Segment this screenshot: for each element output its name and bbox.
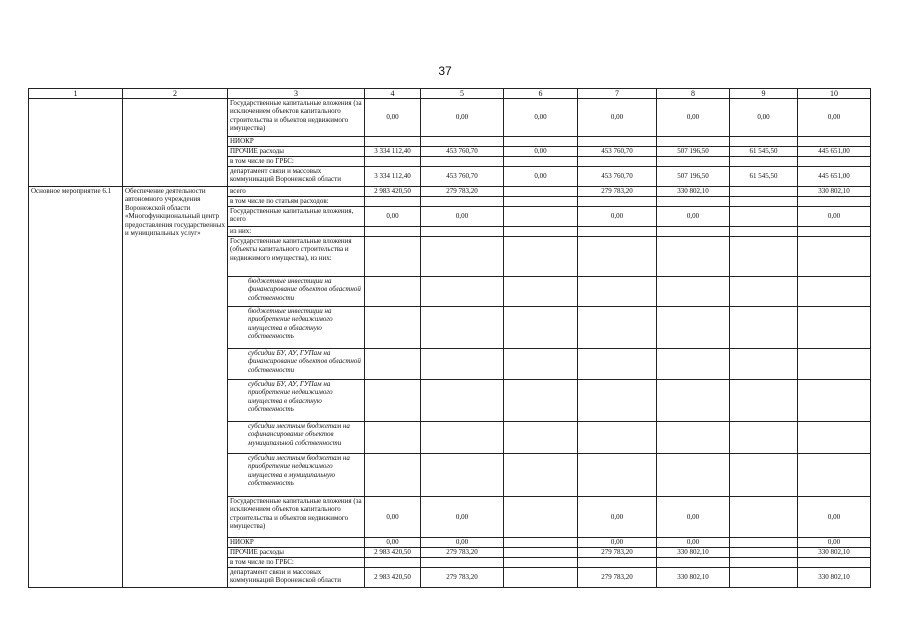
- value-cell: 0,00: [421, 538, 504, 548]
- value-cell: 330 802,10: [798, 548, 871, 558]
- value-cell: 0,00: [365, 538, 421, 548]
- row-label: субсидии местным бюджетам на приобретение недвижимого имущества в муниципальную собственность: [228, 454, 365, 497]
- value-cell: 507 196,50: [657, 147, 730, 157]
- value-cell: [504, 237, 578, 277]
- value-cell: [504, 207, 578, 227]
- value-cell: 0,00: [365, 99, 421, 137]
- value-cell: [504, 277, 578, 307]
- value-cell: [798, 277, 871, 307]
- value-cell: [730, 227, 798, 237]
- value-cell: [657, 454, 730, 497]
- value-cell: [730, 207, 798, 227]
- value-cell: 279 783,20: [421, 187, 504, 197]
- value-cell: 279 783,20: [578, 187, 657, 197]
- value-cell: 279 783,20: [578, 548, 657, 558]
- value-cell: 0,00: [421, 207, 504, 227]
- value-cell: [730, 349, 798, 380]
- value-cell: [798, 558, 871, 568]
- value-cell: [504, 558, 578, 568]
- header-row: [29, 89, 871, 99]
- value-cell: 330 802,10: [657, 568, 730, 588]
- page-number: 37: [438, 64, 452, 78]
- column-header: 5: [421, 89, 504, 99]
- value-cell: 330 802,10: [657, 187, 730, 197]
- value-cell: [365, 157, 421, 167]
- value-cell: [578, 137, 657, 147]
- row-label: в том числе по статьям расходов:: [228, 197, 365, 207]
- value-cell: [578, 422, 657, 454]
- value-cell: [421, 277, 504, 307]
- measure-name-cell: [123, 99, 228, 187]
- value-cell: [657, 380, 730, 422]
- value-cell: [421, 454, 504, 497]
- row-label: департамент связи и массовых коммуникаций Воронежской области: [228, 568, 365, 588]
- value-cell: [657, 227, 730, 237]
- value-cell: 279 783,20: [421, 568, 504, 588]
- value-cell: [798, 137, 871, 147]
- row-label: бюджетные инвестиции на финансирование объектов областной собственности: [228, 277, 365, 307]
- value-cell: 453 760,70: [578, 167, 657, 187]
- value-cell: [657, 307, 730, 349]
- measure-name-cell: Обеспечение деятельности автономного учреждения Воронежской области «Многофункциональный центр предоставления государственных и муниципальных услуг»: [123, 187, 228, 588]
- value-cell: 0,00: [421, 99, 504, 137]
- value-cell: [365, 349, 421, 380]
- value-cell: [504, 454, 578, 497]
- value-cell: [578, 237, 657, 277]
- value-cell: 0,00: [504, 167, 578, 187]
- value-cell: [730, 497, 798, 538]
- value-cell: [730, 277, 798, 307]
- value-cell: 0,00: [578, 497, 657, 538]
- row-label: ПРОЧИЕ расходы: [228, 548, 365, 558]
- value-cell: [578, 307, 657, 349]
- value-cell: [365, 307, 421, 349]
- value-cell: 453 760,70: [421, 167, 504, 187]
- value-cell: [657, 558, 730, 568]
- value-cell: 453 760,70: [421, 147, 504, 157]
- row-label: бюджетные инвестиции на приобретение недвижимого имущества в областную собственность: [228, 307, 365, 349]
- value-cell: [365, 454, 421, 497]
- value-cell: 0,00: [578, 207, 657, 227]
- value-cell: [365, 197, 421, 207]
- value-cell: 0,00: [798, 207, 871, 227]
- value-cell: 330 802,10: [657, 548, 730, 558]
- value-cell: 0,00: [365, 207, 421, 227]
- value-cell: [504, 197, 578, 207]
- value-cell: [421, 422, 504, 454]
- column-header: 7: [578, 89, 657, 99]
- value-cell: 0,00: [578, 99, 657, 137]
- value-cell: [730, 307, 798, 349]
- value-cell: 3 334 112,40: [365, 147, 421, 157]
- value-cell: [504, 422, 578, 454]
- value-cell: 0,00: [504, 147, 578, 157]
- value-cell: [578, 197, 657, 207]
- value-cell: 445 651,00: [798, 147, 871, 157]
- value-cell: [730, 237, 798, 277]
- row-label: НИОКР: [228, 137, 365, 147]
- value-cell: [504, 548, 578, 558]
- value-cell: [730, 137, 798, 147]
- measure-cell: [29, 99, 123, 187]
- value-cell: [657, 349, 730, 380]
- column-header: 2: [123, 89, 228, 99]
- value-cell: 0,00: [578, 538, 657, 548]
- value-cell: [421, 307, 504, 349]
- value-cell: [578, 380, 657, 422]
- value-cell: 2 983 420,50: [365, 568, 421, 588]
- value-cell: [365, 422, 421, 454]
- value-cell: 279 783,20: [421, 548, 504, 558]
- value-cell: [657, 137, 730, 147]
- value-cell: 0,00: [798, 538, 871, 548]
- value-cell: [798, 307, 871, 349]
- value-cell: [421, 558, 504, 568]
- value-cell: 0,00: [657, 497, 730, 538]
- value-cell: [657, 237, 730, 277]
- row-label: в том числе по ГРБС:: [228, 157, 365, 167]
- value-cell: 0,00: [421, 497, 504, 538]
- value-cell: [730, 187, 798, 197]
- value-cell: 61 545,50: [730, 167, 798, 187]
- value-cell: 279 783,20: [578, 568, 657, 588]
- value-cell: [730, 568, 798, 588]
- value-cell: [504, 538, 578, 548]
- value-cell: 445 651,00: [798, 167, 871, 187]
- value-cell: 0,00: [657, 538, 730, 548]
- value-cell: [365, 558, 421, 568]
- value-cell: 507 196,50: [657, 167, 730, 187]
- value-cell: [504, 307, 578, 349]
- value-cell: [504, 349, 578, 380]
- value-cell: 330 802,10: [798, 187, 871, 197]
- row-label: департамент связи и массовых коммуникаций Воронежской области: [228, 167, 365, 187]
- value-cell: 0,00: [365, 497, 421, 538]
- value-cell: [578, 157, 657, 167]
- value-cell: [421, 227, 504, 237]
- value-cell: 0,00: [657, 99, 730, 137]
- value-cell: 2 983 420,50: [365, 187, 421, 197]
- column-header: 4: [365, 89, 421, 99]
- value-cell: [365, 237, 421, 277]
- column-header: 8: [657, 89, 730, 99]
- value-cell: 453 760,70: [578, 147, 657, 157]
- row-label: всего: [228, 187, 365, 197]
- value-cell: [504, 380, 578, 422]
- value-cell: [504, 157, 578, 167]
- value-cell: [730, 558, 798, 568]
- value-cell: 0,00: [798, 99, 871, 137]
- value-cell: [730, 380, 798, 422]
- table-row: [29, 187, 871, 197]
- column-header: 9: [730, 89, 798, 99]
- column-header: 1: [29, 89, 123, 99]
- value-cell: [730, 548, 798, 558]
- value-cell: [730, 197, 798, 207]
- row-label: НИОКР: [228, 538, 365, 548]
- value-cell: [657, 422, 730, 454]
- value-cell: [730, 157, 798, 167]
- value-cell: [421, 197, 504, 207]
- value-cell: [578, 558, 657, 568]
- row-label: ПРОЧИЕ расходы: [228, 147, 365, 157]
- value-cell: [504, 227, 578, 237]
- row-label: субсидии БУ, АУ, ГУПам на финансирование объектов областной собственности: [228, 349, 365, 380]
- value-cell: [730, 454, 798, 497]
- row-label: в том числе по ГРБС:: [228, 558, 365, 568]
- column-header: 10: [798, 89, 871, 99]
- row-label: Государственные капитальные вложения (за исключением объектов капитального строительства и объектов недвижимого имущества): [228, 497, 365, 538]
- value-cell: [578, 349, 657, 380]
- value-cell: [657, 197, 730, 207]
- column-header: 6: [504, 89, 578, 99]
- row-label: субсидии местным бюджетам на софинансирование объектов муниципальной собственности: [228, 422, 365, 454]
- value-cell: [657, 157, 730, 167]
- value-cell: [421, 137, 504, 147]
- value-cell: [365, 277, 421, 307]
- value-cell: [504, 187, 578, 197]
- value-cell: [798, 349, 871, 380]
- column-header: 3: [228, 89, 365, 99]
- value-cell: [657, 277, 730, 307]
- measure-cell: Основное мероприятие 6.1: [29, 187, 123, 588]
- value-cell: [798, 454, 871, 497]
- value-cell: 2 983 420,50: [365, 548, 421, 558]
- value-cell: [421, 349, 504, 380]
- row-label: Государственные капитальные вложения, всего: [228, 207, 365, 227]
- value-cell: [421, 380, 504, 422]
- value-cell: [504, 497, 578, 538]
- row-label: субсидии БУ, АУ, ГУПам на приобретение недвижимого имущества в областную собственность: [228, 380, 365, 422]
- value-cell: [798, 197, 871, 207]
- value-cell: [798, 237, 871, 277]
- row-label: Государственные капитальные вложения (за исключением объектов капитального строительства и объектов недвижимого имущества): [228, 99, 365, 137]
- value-cell: [421, 237, 504, 277]
- value-cell: [365, 137, 421, 147]
- value-cell: [421, 157, 504, 167]
- row-label: Государственные капитальные вложения (объекты капитального строительства и недвижимого имущества), из них:: [228, 237, 365, 277]
- value-cell: [365, 380, 421, 422]
- value-cell: [578, 227, 657, 237]
- table-row: [29, 99, 871, 137]
- value-cell: [798, 157, 871, 167]
- value-cell: [798, 227, 871, 237]
- value-cell: 3 334 112,40: [365, 167, 421, 187]
- value-cell: [504, 568, 578, 588]
- value-cell: 61 545,50: [730, 147, 798, 157]
- value-cell: 0,00: [730, 99, 798, 137]
- value-cell: 0,00: [657, 207, 730, 227]
- value-cell: [798, 380, 871, 422]
- value-cell: 0,00: [798, 497, 871, 538]
- value-cell: [730, 538, 798, 548]
- budget-table: [28, 88, 871, 588]
- value-cell: 0,00: [504, 99, 578, 137]
- row-label: из них:: [228, 227, 365, 237]
- value-cell: [578, 277, 657, 307]
- value-cell: [365, 227, 421, 237]
- value-cell: 330 802,10: [798, 568, 871, 588]
- value-cell: [798, 422, 871, 454]
- value-cell: [730, 422, 798, 454]
- value-cell: [504, 137, 578, 147]
- value-cell: [578, 454, 657, 497]
